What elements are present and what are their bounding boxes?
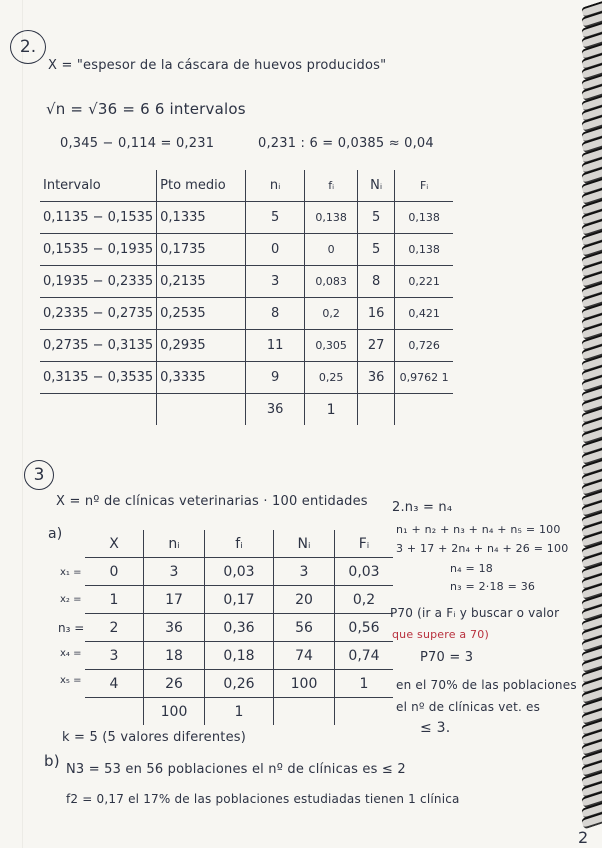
cell-Ni: 56	[274, 614, 335, 642]
side-eq-4: n₄ = 18	[450, 562, 493, 575]
table-row	[85, 670, 393, 698]
cell-midpoint: 0,2135	[157, 266, 246, 298]
cell-Ni: 74	[274, 642, 335, 670]
part-b-line-1: N3 = 53 en 56 poblaciones el nº de clínicas es ≤ 2	[66, 762, 406, 777]
page-number: 2	[578, 828, 589, 847]
table-row	[85, 642, 393, 670]
cell-interval: 0,2335 − 0,2735	[40, 298, 157, 330]
cell-ni: 18	[144, 642, 205, 670]
cell-ni: 3	[246, 266, 305, 298]
cell-x: 2	[85, 614, 144, 642]
cell-interval: 0,1935 − 0,2335	[40, 266, 157, 298]
cell-total-f: 1	[205, 698, 274, 726]
cell-empty	[335, 698, 394, 726]
cell-empty	[157, 394, 246, 426]
header-Fi: Fᵢ	[335, 530, 394, 558]
cell-fi: 0,25	[305, 362, 358, 394]
exercise-3-title: X = nº de clínicas veterinarias · 100 entidades	[56, 494, 368, 509]
table-row	[40, 298, 453, 330]
row-label: x₅ =	[60, 675, 82, 686]
cell-midpoint: 0,3335	[157, 362, 246, 394]
cell-Ni: 3	[274, 558, 335, 586]
table-row	[40, 202, 453, 234]
cell-midpoint: 0,2535	[157, 298, 246, 330]
part-b-label: b)	[44, 752, 60, 770]
table-row	[40, 330, 453, 362]
conclusion-line-3: ≤ 3.	[420, 720, 451, 736]
side-eq-2: n₁ + n₂ + n₃ + n₄ + n₅ = 100	[396, 523, 561, 536]
cell-Fi: 0,9762 1	[395, 362, 454, 394]
cell-Ni: 20	[274, 586, 335, 614]
p70-label: P70 (ir a Fᵢ y buscar o valor	[390, 606, 560, 620]
row-label: x₂ =	[60, 594, 82, 605]
cell-fi: 0,36	[205, 614, 274, 642]
cell-ni: 11	[246, 330, 305, 362]
exercise-2-range-line: 0,345 − 0,114 = 0,231	[60, 136, 215, 151]
percentile-70-result: P70 = 3	[420, 650, 474, 665]
header-Ni: Nᵢ	[358, 170, 395, 202]
page-margin-line	[22, 0, 23, 848]
table-row	[40, 362, 453, 394]
header-X: X	[85, 530, 144, 558]
cell-ni: 3	[144, 558, 205, 586]
cell-x: 4	[85, 670, 144, 698]
cell-Fi: 0,2	[335, 586, 394, 614]
cell-midpoint: 0,1335	[157, 202, 246, 234]
cell-empty	[40, 394, 157, 426]
header-fi: fᵢ	[305, 170, 358, 202]
table-total-row	[40, 394, 453, 426]
part-b-line-2: f2 = 0,17 el 17% de las poblaciones estudiadas tienen 1 clínica	[66, 792, 460, 806]
cell-total-n: 36	[246, 394, 305, 426]
exercise-2-number-text: 2.	[19, 37, 37, 57]
cell-ni: 9	[246, 362, 305, 394]
cell-fi: 0,305	[305, 330, 358, 362]
cell-ni: 5	[246, 202, 305, 234]
spiral-binding	[580, 0, 602, 848]
frequency-table-intervals	[40, 170, 453, 425]
cell-fi: 0,26	[205, 670, 274, 698]
table-row	[85, 586, 393, 614]
exercise-2-sqrt-line: √n = √36 = 6 6 intervalos	[46, 100, 246, 118]
percentile-70-note	[390, 606, 559, 620]
cell-Fi: 0,74	[335, 642, 394, 670]
table-row	[40, 266, 453, 298]
cell-ni: 0	[246, 234, 305, 266]
header-intervalo: Intervalo	[40, 170, 157, 202]
conclusion-line-2: el nº de clínicas vet. es	[396, 700, 541, 714]
side-eq-3: 3 + 17 + 2n₄ + n₄ + 26 = 100	[396, 542, 569, 555]
cell-fi: 0	[305, 234, 358, 266]
side-eq-5: n₃ = 2·18 = 36	[450, 580, 536, 593]
cell-fi: 0,138	[305, 202, 358, 234]
cell-Ni: 8	[358, 266, 395, 298]
cell-Fi: 0,726	[395, 330, 454, 362]
cell-fi: 0,17	[205, 586, 274, 614]
cell-total-f: 1	[305, 394, 358, 426]
row-label: n₃ =	[58, 621, 85, 635]
cell-fi: 0,2	[305, 298, 358, 330]
header-Fi: Fᵢ	[395, 170, 454, 202]
exercise-2-width-line: 0,231 : 6 = 0,0385 ≈ 0,04	[258, 136, 434, 151]
exercise-2-number	[10, 30, 46, 64]
cell-interval: 0,3135 − 0,3535	[40, 362, 157, 394]
row-label: x₄ =	[60, 648, 82, 659]
cell-fi: 0,083	[305, 266, 358, 298]
cell-Fi: 0,138	[395, 202, 454, 234]
cell-midpoint: 0,1735	[157, 234, 246, 266]
table-header-row	[85, 530, 393, 558]
cell-empty	[395, 394, 454, 426]
cell-Fi: 0,138	[395, 234, 454, 266]
cell-fi: 0,18	[205, 642, 274, 670]
cell-midpoint: 0,2935	[157, 330, 246, 362]
cell-ni: 17	[144, 586, 205, 614]
header-Ni: Nᵢ	[274, 530, 335, 558]
cell-ni: 8	[246, 298, 305, 330]
cell-empty	[274, 698, 335, 726]
table-row	[40, 234, 453, 266]
table-row	[85, 558, 393, 586]
header-punto-medio: Pto medio	[157, 170, 246, 202]
cell-Ni: 100	[274, 670, 335, 698]
cell-ni: 36	[144, 614, 205, 642]
k-line: k = 5 (5 valores diferentes)	[62, 730, 247, 745]
cell-interval: 0,1135 − 0,1535	[40, 202, 157, 234]
conclusion-line-1: en el 70% de las poblaciones	[396, 678, 577, 692]
cell-Fi: 0,56	[335, 614, 394, 642]
cell-total-n: 100	[144, 698, 205, 726]
cell-x: 3	[85, 642, 144, 670]
cell-Fi: 1	[335, 670, 394, 698]
cell-Ni: 36	[358, 362, 395, 394]
exercise-3-number	[24, 460, 54, 490]
cell-x: 0	[85, 558, 144, 586]
cell-ni: 26	[144, 670, 205, 698]
part-a-label: a)	[48, 526, 63, 542]
exercise-3-number-text: 3	[33, 465, 45, 485]
header-ni: nᵢ	[144, 530, 205, 558]
exercise-2-title: X = "espesor de la cáscara de huevos producidos"	[48, 58, 387, 73]
cell-empty	[358, 394, 395, 426]
table-row	[85, 614, 393, 642]
side-eq-1: 2.n₃ = n₄	[392, 500, 453, 515]
cell-Fi: 0,03	[335, 558, 394, 586]
cell-Ni: 5	[358, 202, 395, 234]
table-header-row	[40, 170, 453, 202]
cell-x: 1	[85, 586, 144, 614]
cell-empty	[85, 698, 144, 726]
header-ni: nᵢ	[246, 170, 305, 202]
cell-interval: 0,1535 − 0,1935	[40, 234, 157, 266]
cell-Fi: 0,421	[395, 298, 454, 330]
cell-Ni: 27	[358, 330, 395, 362]
percentile-70-hint: que supere a 70)	[392, 628, 489, 641]
cell-Ni: 16	[358, 298, 395, 330]
header-fi: fᵢ	[205, 530, 274, 558]
cell-fi: 0,03	[205, 558, 274, 586]
cell-Ni: 5	[358, 234, 395, 266]
cell-interval: 0,2735 − 0,3135	[40, 330, 157, 362]
cell-Fi: 0,221	[395, 266, 454, 298]
frequency-table-discrete	[85, 530, 393, 725]
row-label: x₁ =	[60, 567, 82, 578]
table-total-row	[85, 698, 393, 726]
